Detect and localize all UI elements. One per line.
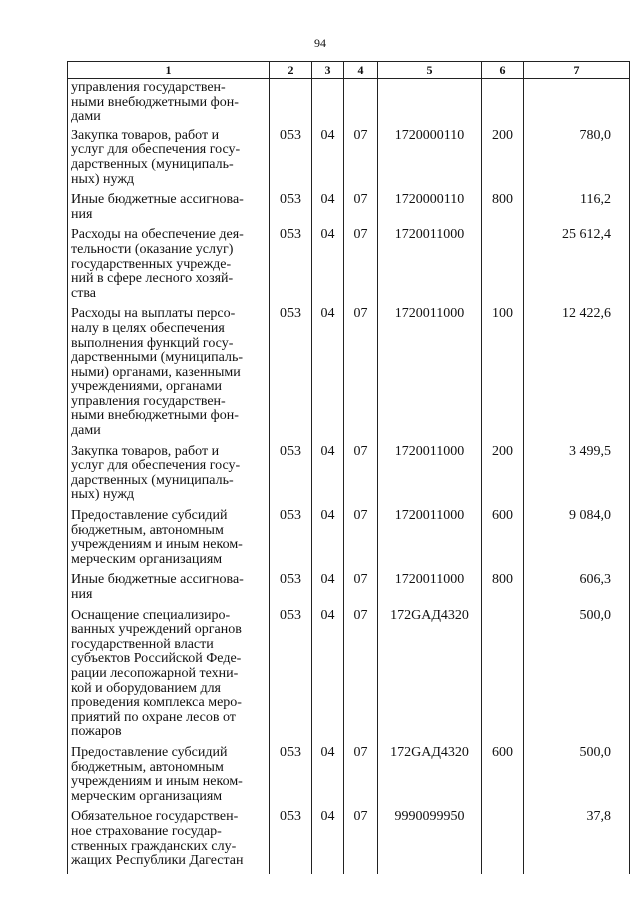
cell-expense-name: управления государствен- ными внебюджетными фон- дами xyxy=(68,79,270,128)
cell-expense-type-code: 800 xyxy=(482,572,524,607)
column-header: 5 xyxy=(378,62,482,79)
cell-ministry-code: 053 xyxy=(270,227,312,306)
cell-ministry-code: 053 xyxy=(270,508,312,572)
cell-expense-type-code xyxy=(482,227,524,306)
column-header: 3 xyxy=(312,62,344,79)
cell-ministry-code: 053 xyxy=(270,306,312,443)
cell-amount: 500,0 xyxy=(524,745,630,809)
cell-amount: 37,8 xyxy=(524,809,630,873)
cell-expense-name: Предоставление субсидий бюджетным, автономным учреждениям и иным неком- мерческим организациям xyxy=(68,508,270,572)
cell-ministry-code: 053 xyxy=(270,572,312,607)
table-row xyxy=(68,227,630,306)
column-header: 1 xyxy=(68,62,270,79)
cell-ministry-code: 053 xyxy=(270,128,312,192)
cell-subsection-code: 07 xyxy=(344,572,378,607)
column-header: 2 xyxy=(270,62,312,79)
table-row xyxy=(68,745,630,809)
column-header: 7 xyxy=(524,62,630,79)
column-header: 4 xyxy=(344,62,378,79)
cell-section-code: 04 xyxy=(312,608,344,745)
budget-table xyxy=(67,61,630,874)
cell-subsection-code: 07 xyxy=(344,745,378,809)
cell-subsection-code: 07 xyxy=(344,809,378,873)
cell-section-code: 04 xyxy=(312,809,344,873)
table-row xyxy=(68,809,630,873)
table-header-row xyxy=(68,62,630,79)
cell-amount: 3 499,5 xyxy=(524,444,630,508)
cell-section-code: 04 xyxy=(312,306,344,443)
cell-section-code: 04 xyxy=(312,745,344,809)
cell-section-code: 04 xyxy=(312,227,344,306)
cell-target-code: 1720000110 xyxy=(378,192,482,227)
cell-ministry-code xyxy=(270,79,312,128)
cell-expense-type-code: 800 xyxy=(482,192,524,227)
cell-section-code: 04 xyxy=(312,192,344,227)
cell-section-code xyxy=(312,79,344,128)
cell-amount xyxy=(524,79,630,128)
cell-amount: 9 084,0 xyxy=(524,508,630,572)
cell-expense-type-code: 200 xyxy=(482,444,524,508)
cell-subsection-code: 07 xyxy=(344,444,378,508)
cell-target-code xyxy=(378,79,482,128)
cell-subsection-code: 07 xyxy=(344,192,378,227)
cell-amount: 25 612,4 xyxy=(524,227,630,306)
column-header: 6 xyxy=(482,62,524,79)
table-row xyxy=(68,306,630,443)
cell-subsection-code: 07 xyxy=(344,128,378,192)
cell-expense-name: Иные бюджетные ассигнова- ния xyxy=(68,572,270,607)
cell-section-code: 04 xyxy=(312,572,344,607)
cell-expense-name: Закупка товаров, работ и услуг для обеспечения госу- дарственных (муниципаль- ных) нужд xyxy=(68,444,270,508)
cell-expense-name: Расходы на выплаты персо- налу в целях обеспечения выполнения функций госу- дарственными (муниципаль- ными) органами, казенными учреждениями, органами управления государствен- ными внебюджетными фон- дами xyxy=(68,306,270,443)
page-number: 94 xyxy=(314,36,326,50)
cell-expense-type-code: 200 xyxy=(482,128,524,192)
cell-amount: 12 422,6 xyxy=(524,306,630,443)
cell-subsection-code: 07 xyxy=(344,306,378,443)
cell-ministry-code: 053 xyxy=(270,745,312,809)
cell-expense-type-code xyxy=(482,809,524,873)
table-row xyxy=(68,608,630,745)
cell-target-code: 9990099950 xyxy=(378,809,482,873)
cell-expense-type-code: 600 xyxy=(482,745,524,809)
table-row xyxy=(68,508,630,572)
cell-expense-type-code xyxy=(482,608,524,745)
cell-expense-type-code: 100 xyxy=(482,306,524,443)
cell-target-code: 1720011000 xyxy=(378,306,482,443)
cell-amount: 780,0 xyxy=(524,128,630,192)
cell-target-code: 1720000110 xyxy=(378,128,482,192)
cell-subsection-code xyxy=(344,79,378,128)
table-row xyxy=(68,572,630,607)
cell-target-code: 1720011000 xyxy=(378,444,482,508)
cell-ministry-code: 053 xyxy=(270,444,312,508)
cell-amount: 500,0 xyxy=(524,608,630,745)
cell-subsection-code: 07 xyxy=(344,508,378,572)
cell-expense-name: Обязательное государствен- ное страхование государ- ственных гражданских слу- жащих Республики Дагестан xyxy=(68,809,270,873)
cell-expense-name: Оснащение специализиро- ванных учреждений органов государственной власти субъектов Российской Феде- рации лесопожарной техни- кой и оборудованием для проведения комплекса меро- приятий по охране лесов от пожаров xyxy=(68,608,270,745)
cell-expense-type-code: 600 xyxy=(482,508,524,572)
cell-expense-name: Предоставление субсидий бюджетным, автономным учреждениям и иным неком- мерческим организациям xyxy=(68,745,270,809)
cell-ministry-code: 053 xyxy=(270,809,312,873)
cell-expense-name: Иные бюджетные ассигнова- ния xyxy=(68,192,270,227)
cell-expense-type-code xyxy=(482,79,524,128)
cell-target-code: 1720011000 xyxy=(378,508,482,572)
cell-subsection-code: 07 xyxy=(344,608,378,745)
cell-target-code: 1720011000 xyxy=(378,572,482,607)
cell-section-code: 04 xyxy=(312,508,344,572)
cell-expense-name: Расходы на обеспечение дея- тельности (оказание услуг) государственных учрежде- ний в сфере лесного хозяй- ства xyxy=(68,227,270,306)
cell-target-code: 1720011000 xyxy=(378,227,482,306)
cell-expense-name: Закупка товаров, работ и услуг для обеспечения госу- дарственных (муниципаль- ных) нужд xyxy=(68,128,270,192)
cell-target-code: 172GАД4320 xyxy=(378,608,482,745)
cell-amount: 606,3 xyxy=(524,572,630,607)
table-row xyxy=(68,128,630,192)
table-row xyxy=(68,192,630,227)
cell-subsection-code: 07 xyxy=(344,227,378,306)
table-row xyxy=(68,79,630,128)
cell-section-code: 04 xyxy=(312,444,344,508)
cell-amount: 116,2 xyxy=(524,192,630,227)
cell-section-code: 04 xyxy=(312,128,344,192)
cell-ministry-code: 053 xyxy=(270,608,312,745)
cell-target-code: 172GАД4320 xyxy=(378,745,482,809)
cell-ministry-code: 053 xyxy=(270,192,312,227)
table-row xyxy=(68,444,630,508)
